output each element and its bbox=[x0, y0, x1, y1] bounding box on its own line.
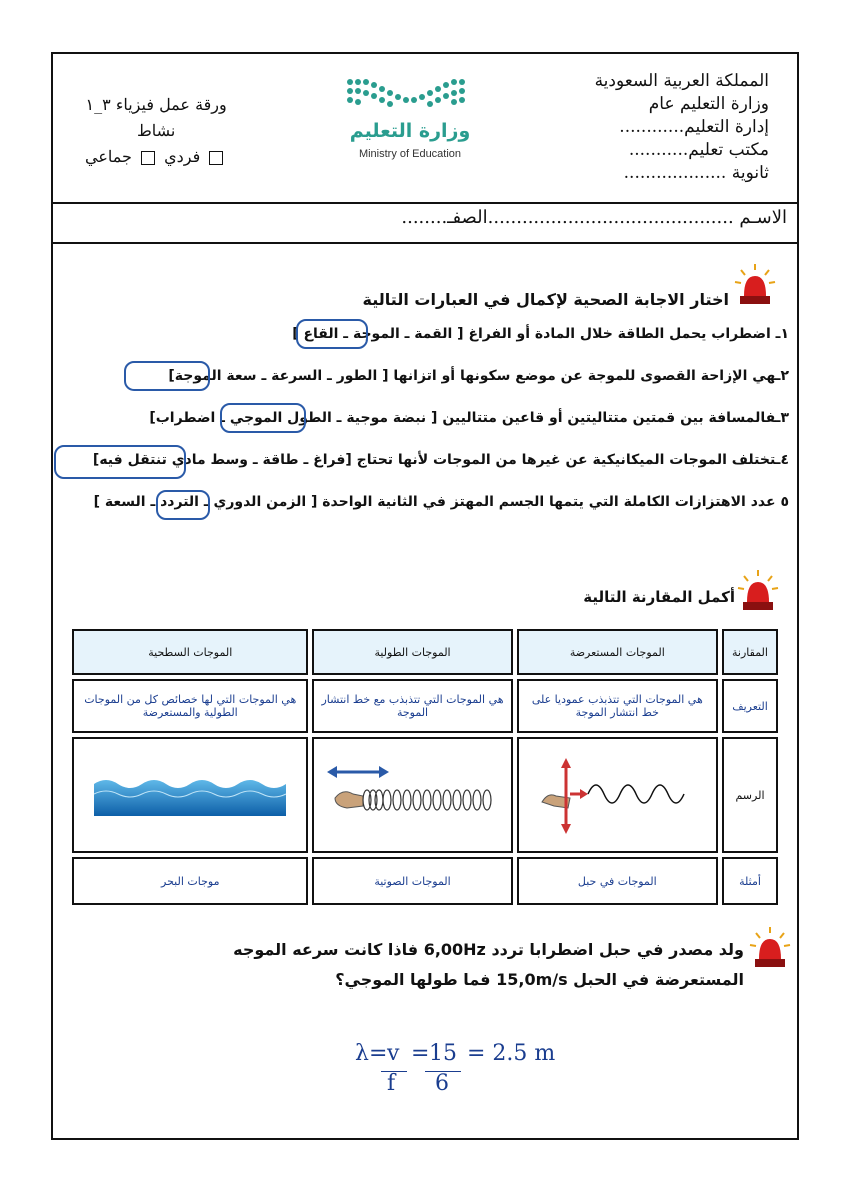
header-divider bbox=[51, 202, 799, 204]
name-class-field[interactable]: الاسـم ...........................................الصفـ........ bbox=[401, 207, 787, 228]
header-surface: الموجات السطحية bbox=[72, 629, 308, 675]
group-label: جماعي bbox=[85, 147, 132, 166]
ministry-logo bbox=[330, 72, 490, 172]
header-longitudinal: الموجات الطولية bbox=[312, 629, 512, 675]
alarm-light-icon bbox=[733, 262, 777, 308]
answer-circle-4 bbox=[54, 445, 186, 479]
definition-longitudinal: هي الموجات التي تتذبذب مع خط انتشار الموجة bbox=[312, 679, 512, 733]
answer-circle-1 bbox=[296, 319, 368, 349]
school-line: ثانوية ................... bbox=[623, 163, 769, 183]
education-admin-line: إدارة التعليم............ bbox=[619, 117, 769, 137]
lambda-symbol: λ= bbox=[355, 1041, 388, 1066]
alarm-light-icon bbox=[748, 925, 792, 971]
logo-arabic-text: وزارة التعليم bbox=[349, 120, 471, 142]
examples-label: أمثلة bbox=[722, 857, 778, 905]
table-header-row bbox=[72, 629, 778, 675]
transverse-wave-icon bbox=[532, 754, 702, 834]
formula-numerator: 15 bbox=[429, 1041, 457, 1066]
formula-result: = 2.5 m bbox=[467, 1041, 556, 1066]
education-office-line: مكتب تعليم........... bbox=[628, 140, 769, 160]
formula-v: v bbox=[387, 1041, 400, 1066]
definition-transverse: هي الموجات التي تتذبذب عموديا على خط انتشار الموجة bbox=[517, 679, 718, 733]
logo-english-text: Ministry of Education bbox=[358, 148, 462, 160]
name-divider bbox=[51, 242, 799, 244]
group-checkbox[interactable] bbox=[141, 151, 155, 165]
formula-equals: = bbox=[411, 1041, 430, 1066]
question-3: ٣ـفالمسافة بين قمتين متتاليتين أو قاعين متتاليين [ نبضة موجية ـ الطول الموجي ـ اضطراب] bbox=[149, 410, 789, 426]
answer-circle-3 bbox=[220, 403, 306, 433]
example-surface: موجات البحر bbox=[72, 857, 308, 905]
alarm-light-icon bbox=[736, 568, 780, 614]
question-4: ٤ـتختلف الموجات الميكانيكية عن غيرها من الموجات لأنها تحتاج [فراغ ـ طاقة ـ وسط مادي تنتقل فيه] bbox=[92, 452, 789, 468]
definition-row bbox=[72, 679, 778, 733]
formula-f: f bbox=[387, 1071, 396, 1096]
drawing-row bbox=[72, 737, 778, 853]
section1-title: اختار الاجابة الصحية لإكمال في العبارات التالية bbox=[362, 290, 729, 309]
individual-checkbox[interactable] bbox=[209, 151, 223, 165]
formula-denominator: 6 bbox=[435, 1071, 449, 1096]
example-transverse: الموجات في حبل bbox=[517, 857, 718, 905]
surface-wave-drawing bbox=[72, 737, 308, 853]
activity-label: نشاط bbox=[136, 121, 176, 140]
section2-title: أكمل المقارنة التالية bbox=[583, 588, 735, 606]
wave-problem-text: ولد مصدر في حبل اضطرابا تردد 6,00Hz فاذا كانت سرعه الموجه المستعرضة في الحبل 15,0m/s فما طولها الموجي؟ bbox=[233, 940, 744, 989]
definition-surface: هي الموجات التي لها خصائص كل من الموجات الطولية والمستعرضة bbox=[72, 679, 308, 733]
header-comparison: المقارنة bbox=[722, 629, 778, 675]
transverse-wave-drawing bbox=[517, 737, 718, 853]
worksheet-title: ورقة عمل فيزياء ٣_١ bbox=[85, 95, 227, 114]
sea-wave-icon bbox=[90, 764, 290, 824]
answer-circle-2 bbox=[124, 361, 210, 391]
definition-label: التعريف bbox=[722, 679, 778, 733]
examples-row bbox=[72, 857, 778, 905]
spring-wave-icon bbox=[323, 754, 503, 834]
comparison-table bbox=[68, 625, 782, 909]
ministry-line: وزارة التعليم عام bbox=[648, 94, 769, 114]
individual-label: فردي bbox=[164, 147, 201, 166]
longitudinal-wave-drawing bbox=[312, 737, 512, 853]
question-5: ٥ عدد الاهتزازات الكاملة التي يتمها الجسم المهتز في الثانية الواحدة [ الزمن الدوري ـ التردد ـ السعة ] bbox=[93, 494, 789, 510]
drawing-label: الرسم bbox=[722, 737, 778, 853]
question-1: ١ـ اضطراب يحمل الطاقة خلال المادة أو الفراغ [ القمة ـ الموجة ـ القاع ] bbox=[292, 326, 789, 342]
example-longitudinal: الموجات الصوتية bbox=[312, 857, 512, 905]
worksheet-info bbox=[85, 92, 227, 170]
question-2: ٢ـهي الإزاحة القصوى للموجة عن موضع سكونها أو اتزانها [ الطور ـ السرعة ـ سعة الموجة] bbox=[168, 368, 789, 384]
kingdom-line: المملكة العربية السعودية bbox=[594, 71, 769, 91]
activity-type-options bbox=[85, 144, 227, 170]
header-transverse: الموجات المستعرضة bbox=[517, 629, 718, 675]
header-institution bbox=[595, 70, 769, 185]
answer-circle-5 bbox=[156, 490, 210, 520]
